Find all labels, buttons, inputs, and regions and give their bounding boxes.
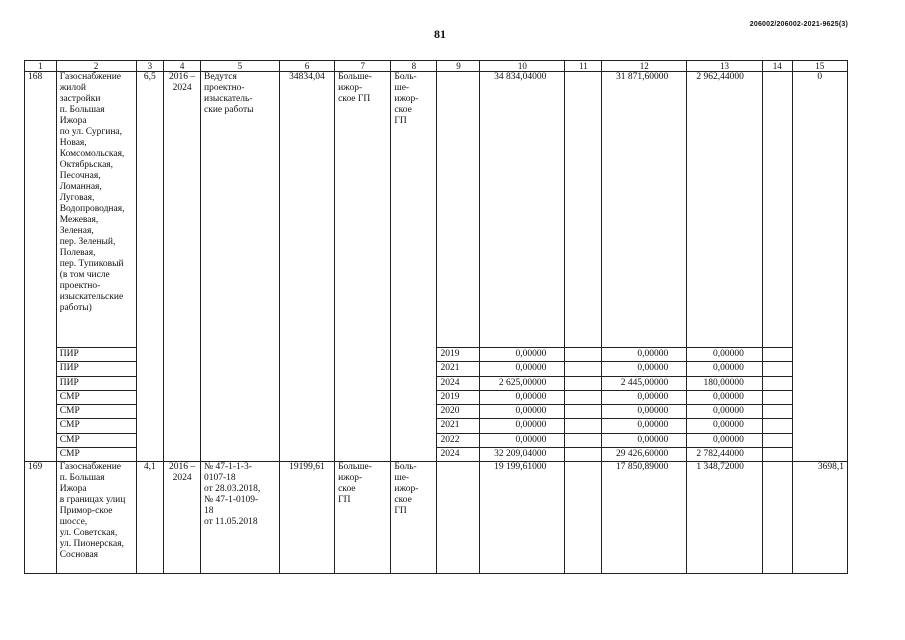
total-value: 0,00000 [480, 419, 565, 433]
funding-value: 0,00000 [602, 348, 687, 362]
empty-cell [565, 462, 602, 574]
empty-cell [565, 419, 602, 433]
total-value: 32 209,04000 [480, 448, 565, 462]
cost-value: 34834,04 [279, 72, 334, 462]
empty-cell [565, 390, 602, 404]
work-type: СМР [56, 448, 136, 462]
year-value: 2024 [437, 376, 480, 390]
cofunding-value: 0,00000 [687, 433, 763, 447]
owner-value: Боль- ше- ижор- ское ГП [391, 72, 437, 462]
status-value: № 47-1-1-3- 0107-18 от 28.03.2018, № 47-1-0109- 18 от 11.05.2018 [201, 462, 280, 574]
column-header: 14 [762, 61, 792, 72]
status-value: Ведутся проектно- изыскатель- ские работы [201, 72, 280, 462]
empty-cell [565, 72, 602, 348]
length-value: 6,5 [136, 72, 164, 462]
page-number: 81 [434, 27, 446, 41]
empty-cell [565, 348, 602, 362]
row-number: 168 [25, 72, 57, 462]
cofunding-value: 0,00000 [687, 419, 763, 433]
empty-cell [565, 362, 602, 376]
year-cell [437, 72, 480, 348]
year-value: 2022 [437, 433, 480, 447]
funding-value: 0,00000 [602, 405, 687, 419]
empty-cell [762, 376, 792, 390]
column-header: 5 [201, 61, 280, 72]
customer-value: Больше- ижор- ское ГП [335, 72, 391, 462]
year-cell [437, 462, 480, 574]
row-number: 169 [25, 462, 57, 574]
funding-value: 0,00000 [602, 419, 687, 433]
total-value: 34 834,04000 [480, 72, 565, 348]
column-header: 4 [164, 61, 201, 72]
cofunding-value: 2 962,44000 [687, 72, 763, 348]
empty-cell [762, 405, 792, 419]
cofunding-value: 0,00000 [687, 405, 763, 419]
column-header: 6 [279, 61, 334, 72]
total-value: 2 625,00000 [480, 376, 565, 390]
object-name: Газоснабжение п. Большая Ижора в границах улиц Примор-ское шоссе, ул. Советская, ул. Пионерская, Сосновая [56, 462, 136, 574]
total-value: 0,00000 [480, 362, 565, 376]
work-type: СМР [56, 405, 136, 419]
empty-cell [762, 433, 792, 447]
work-type: ПИР [56, 376, 136, 390]
total-value: 19 199,61000 [480, 462, 565, 574]
work-type: ПИР [56, 348, 136, 362]
cofunding-value: 1 348,72000 [687, 462, 763, 574]
work-type: СМР [56, 390, 136, 404]
investment-table [24, 60, 848, 574]
total-value: 0,00000 [480, 348, 565, 362]
year-value: 2019 [437, 390, 480, 404]
cofunding-value: 0,00000 [687, 390, 763, 404]
empty-cell [762, 419, 792, 433]
owner-value: Боль- ше- ижор- ское ГП [391, 462, 437, 574]
table-row [25, 72, 848, 348]
column-header: 15 [792, 61, 847, 72]
cofunding-value: 0,00000 [687, 348, 763, 362]
year-value: 2019 [437, 348, 480, 362]
total-value: 0,00000 [480, 390, 565, 404]
year-value: 2020 [437, 405, 480, 419]
empty-cell [762, 348, 792, 362]
column-header: 2 [56, 61, 136, 72]
customer-value: Больше- ижор- ское ГП [335, 462, 391, 574]
column-header: 9 [437, 61, 480, 72]
document-code: 206002/206002-2021-9625(3) [749, 21, 848, 28]
empty-cell [762, 462, 792, 574]
column-header: 1 [25, 61, 57, 72]
column-header: 7 [335, 61, 391, 72]
capacity-value: 0 [792, 72, 847, 462]
funding-value: 0,00000 [602, 433, 687, 447]
cofunding-value: 0,00000 [687, 362, 763, 376]
funding-value: 2 445,00000 [602, 376, 687, 390]
empty-cell [565, 405, 602, 419]
period-value: 2016 – 2024 [164, 72, 201, 462]
funding-value: 0,00000 [602, 362, 687, 376]
total-value: 0,00000 [480, 433, 565, 447]
empty-cell [762, 448, 792, 462]
year-value: 2024 [437, 448, 480, 462]
year-value: 2021 [437, 362, 480, 376]
funding-value: 31 871,60000 [602, 72, 687, 348]
empty-cell [565, 433, 602, 447]
column-header: 13 [687, 61, 763, 72]
capacity-value: 3698,1 [792, 462, 847, 574]
cost-value: 19199,61 [279, 462, 334, 574]
funding-value: 29 426,60000 [602, 448, 687, 462]
object-name: Газоснабжение жилой застройки п. Большая Ижора по ул. Сургина, Новая, Комсомольская, Октябрьская, Песочная, Ломанная, Луговая, Водопроводная, Межевая, Зеленая, пер. Зеленый, Полевая, пер. Тупиковый (в том числе проектно- изыскательские работы) [56, 72, 136, 348]
work-type: СМР [56, 419, 136, 433]
table-row [25, 462, 848, 574]
column-header: 12 [602, 61, 687, 72]
column-header: 10 [480, 61, 565, 72]
column-header: 8 [391, 61, 437, 72]
cofunding-value: 180,00000 [687, 376, 763, 390]
cofunding-value: 2 782,44000 [687, 448, 763, 462]
work-type: ПИР [56, 362, 136, 376]
empty-cell [762, 390, 792, 404]
empty-cell [565, 448, 602, 462]
length-value: 4,1 [136, 462, 164, 574]
year-value: 2021 [437, 419, 480, 433]
column-header: 11 [565, 61, 602, 72]
work-type: СМР [56, 433, 136, 447]
period-value: 2016 – 2024 [164, 462, 201, 574]
column-header: 3 [136, 61, 164, 72]
column-number-row [25, 61, 848, 72]
empty-cell [762, 362, 792, 376]
empty-cell [762, 72, 792, 348]
total-value: 0,00000 [480, 405, 565, 419]
funding-value: 17 850,89000 [602, 462, 687, 574]
funding-value: 0,00000 [602, 390, 687, 404]
empty-cell [565, 376, 602, 390]
